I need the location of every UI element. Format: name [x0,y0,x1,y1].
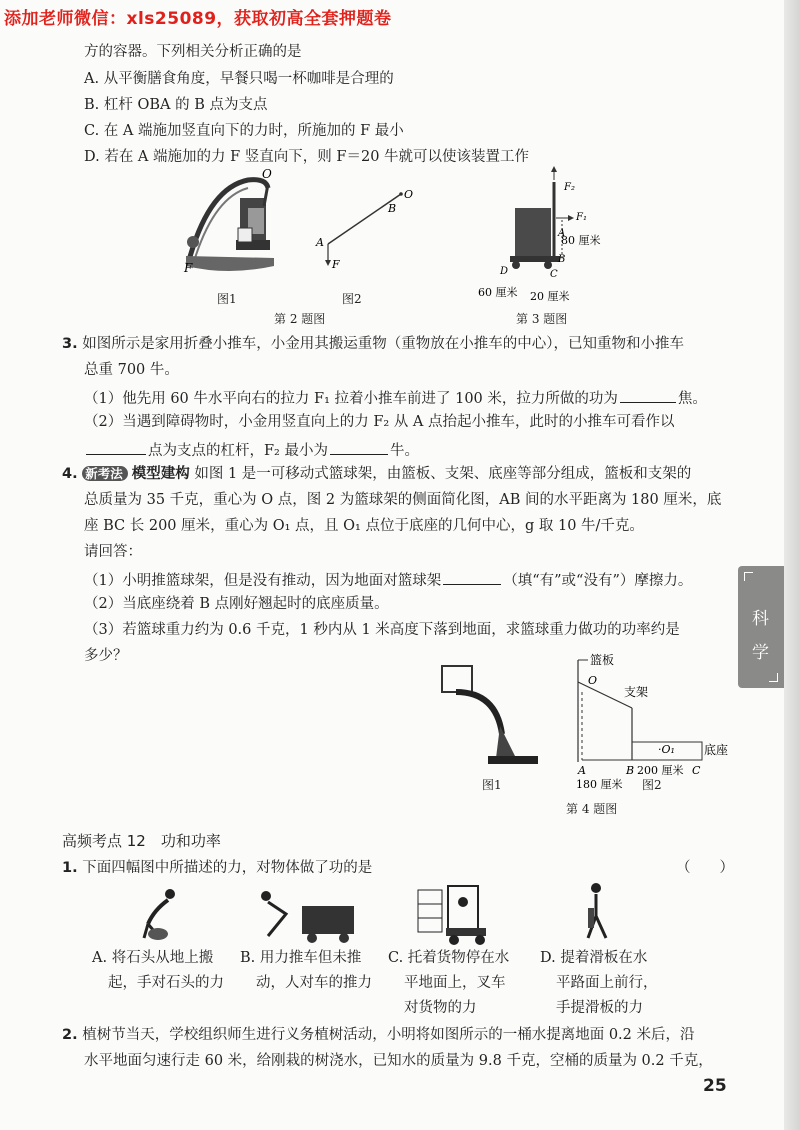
fig3-label-a: A [558,228,566,239]
subject-tab [738,566,784,688]
q4-caption: 第 4 题图 [566,802,618,816]
fig4-label-base: 底座 [704,743,729,757]
q3-line1: 3. 如图所示是家用折叠小推车，小金用其搬运重物（重物放在小推车的中心），已知重物和小推车 [62,336,684,352]
fig4-label-bc: 200 厘米 [637,764,684,777]
q2-stem-end: 方的容器。下列相关分析正确的是 [84,44,302,60]
q4-ask: 请回答： [84,544,142,560]
q3-part2b: 点为支点的杠杆，F₂ 最小为 牛。 [84,440,419,460]
q2-fig1-caption: 图1 [217,292,237,306]
fig2-label-o: O [404,188,414,201]
q2-fig2-caption: 图2 [342,292,362,306]
s12q2-line1: 2. 植树节当天，学校组织师生进行义务植树活动，小明将如图所示的一桶水提离地面 0.2 米后，沿 [62,1027,695,1043]
q2-option-c: C. 在 A 端施加竖直向下的力时，所施加的 F 最小 [84,123,404,139]
q2-option-a: A. 从平衡膳食角度，早餐只喝一杯咖啡是合理的 [84,71,394,87]
fig3-label-b: B [558,254,566,265]
s12q1-answer-paren[interactable]: （ ） [676,860,734,876]
fig4-label-o1: ·O₁ [658,743,675,756]
answer-blank[interactable] [443,570,501,585]
watermark-banner: 添加老师微信：xls25089，获取初高全套押题卷 [4,9,392,29]
section-header: 高频考点 12 功和功率 [62,832,221,850]
q2-figures [178,167,601,303]
q4-part3b: 多少？ [84,648,128,664]
new-method-badge: 新考法 [82,466,128,481]
q4-number: 4. [62,466,78,482]
forklift-illustration [418,886,486,945]
fig1-label-f: F [184,261,193,275]
fig2-label-b: B [388,202,397,215]
fig1-label-o: O [262,167,272,181]
q2-option-d: D. 若在 A 端施加的力 F 竖直向下，则 F＝20 牛就可以使该装置工作 [84,149,530,165]
fig2-label-f: F [332,258,340,271]
fig4-label-b: B [626,764,635,777]
s12q1-option-d-l2: 平路面上前行， [556,975,658,991]
fig4-label-a: A [578,764,586,777]
s12q1-option-a-l1: A. 将石头从地上搬 [92,950,214,966]
q4-part1: （1）小明推篮球架，但是没有推动，因为地面对篮球架 （填“有”或“没有”）摩擦力。 [84,570,692,590]
pushing-cart-illustration [261,891,354,943]
s12q1-option-d-l3: 手提滑板的力 [556,1000,643,1016]
page-number: 25 [703,1076,727,1096]
fig4-label-board: 篮板 [590,653,615,667]
q4-line1: 4. 新考法 模型建构 如图 1 是一可移动式篮球架，由篮板、支架、底座等部分组成，篮板和支架的 [62,466,692,482]
fig4-label-o: O [588,674,598,687]
bracket-bottom [769,673,778,682]
s12q1-option-c-l3: 对货物的力 [404,1000,477,1016]
q2-caption: 第 2 题图 [274,312,326,326]
basketball-stand-illustration [442,666,538,764]
fig4-label-c: C [692,764,701,777]
fig2-label-a: A [316,236,324,249]
q4-line2: 总质量为 35 千克，重心为 O 点，图 2 为篮球架的侧面简化图，AB 间的水平距离为 180 厘米，底 [84,492,722,508]
s12q1-option-c-l2: 平地面上，叉车 [404,975,506,991]
q2-option-b: B. 杠杆 OBA 的 B 点为支点 [84,97,268,113]
carrying-skateboard-illustration [588,883,606,938]
subject-char-1: 科 [752,609,769,629]
answer-blank[interactable] [86,440,146,455]
subject-char-2: 学 [752,643,769,663]
q4-part2: （2）当底座绕着 B 点刚好翘起时的底座质量。 [84,596,389,612]
s12q1-option-d-l1: D. 提着滑板在水 [540,950,648,966]
fig3-label-d: D [500,266,509,277]
q3-number: 3. [62,336,78,352]
answer-blank[interactable] [330,440,388,455]
bracket-top [744,572,753,581]
fig3-label-20cm: 20 厘米 [530,290,570,303]
q3-part1: （1）他先用 60 牛水平向右的拉力 F₁ 拉着小推车前进了 100 米，拉力所做的功为 焦。 [84,388,707,408]
fig4-label-ab: 180 厘米 [576,778,623,791]
fig3-label-f1: F₁ [576,212,587,223]
s12q2-line2: 水平地面匀速行走 60 米，给刚栽的树浇水，已知水的质量为 9.8 千克，空桶的质量为 0.2 千克， [84,1053,713,1069]
s12q1-option-c-l1: C. 托着货物停在水 [388,950,510,966]
q3-part2: （2）当遇到障碍物时，小金用竖直向上的力 F₂ 从 A 点抬起小推车，此时的小推车可看作以 [84,414,675,430]
q4-fig1-caption: 图1 [482,778,502,792]
fig3-label-c: C [550,269,558,280]
s12q1-option-b-l2: 动，人对车的推力 [256,975,372,991]
q3-line2: 总重 700 牛。 [84,362,179,378]
q3-figure-caption: 第 3 题图 [516,312,568,326]
coffee-machine-illustration [186,180,274,271]
s12q1-option-a-l2: 起，手对石头的力 [108,975,224,991]
q4-fig2-caption: 图2 [642,778,662,792]
lifting-stone-illustration [144,889,175,940]
answer-blank[interactable] [620,388,676,403]
s12q1-stem: 1. 下面四幅图中所描述的力，对物体做了功的是 [62,860,373,876]
fig4-label-stand: 支架 [624,685,649,699]
fig3-label-60cm: 60 厘米 [478,286,518,299]
page-edge-shadow [784,0,800,1130]
q4-part3a: （3）若篮球重力约为 0.6 千克，1 秒内从 1 米高度下落到地面，求篮球重力做功的功率约是 [84,622,680,638]
q4-line3: 座 BC 长 200 厘米，重心为 O₁ 点，且 O₁ 点位于底座的几何中心，g 取 10 牛/千克。 [84,518,644,534]
fig3-label-f2: F₂ [564,182,575,193]
s12q1-option-b-l1: B. 用力推车但未推 [240,950,362,966]
s12q1-images [118,880,638,946]
fig3-label-80cm: 80 厘米 [561,234,601,247]
